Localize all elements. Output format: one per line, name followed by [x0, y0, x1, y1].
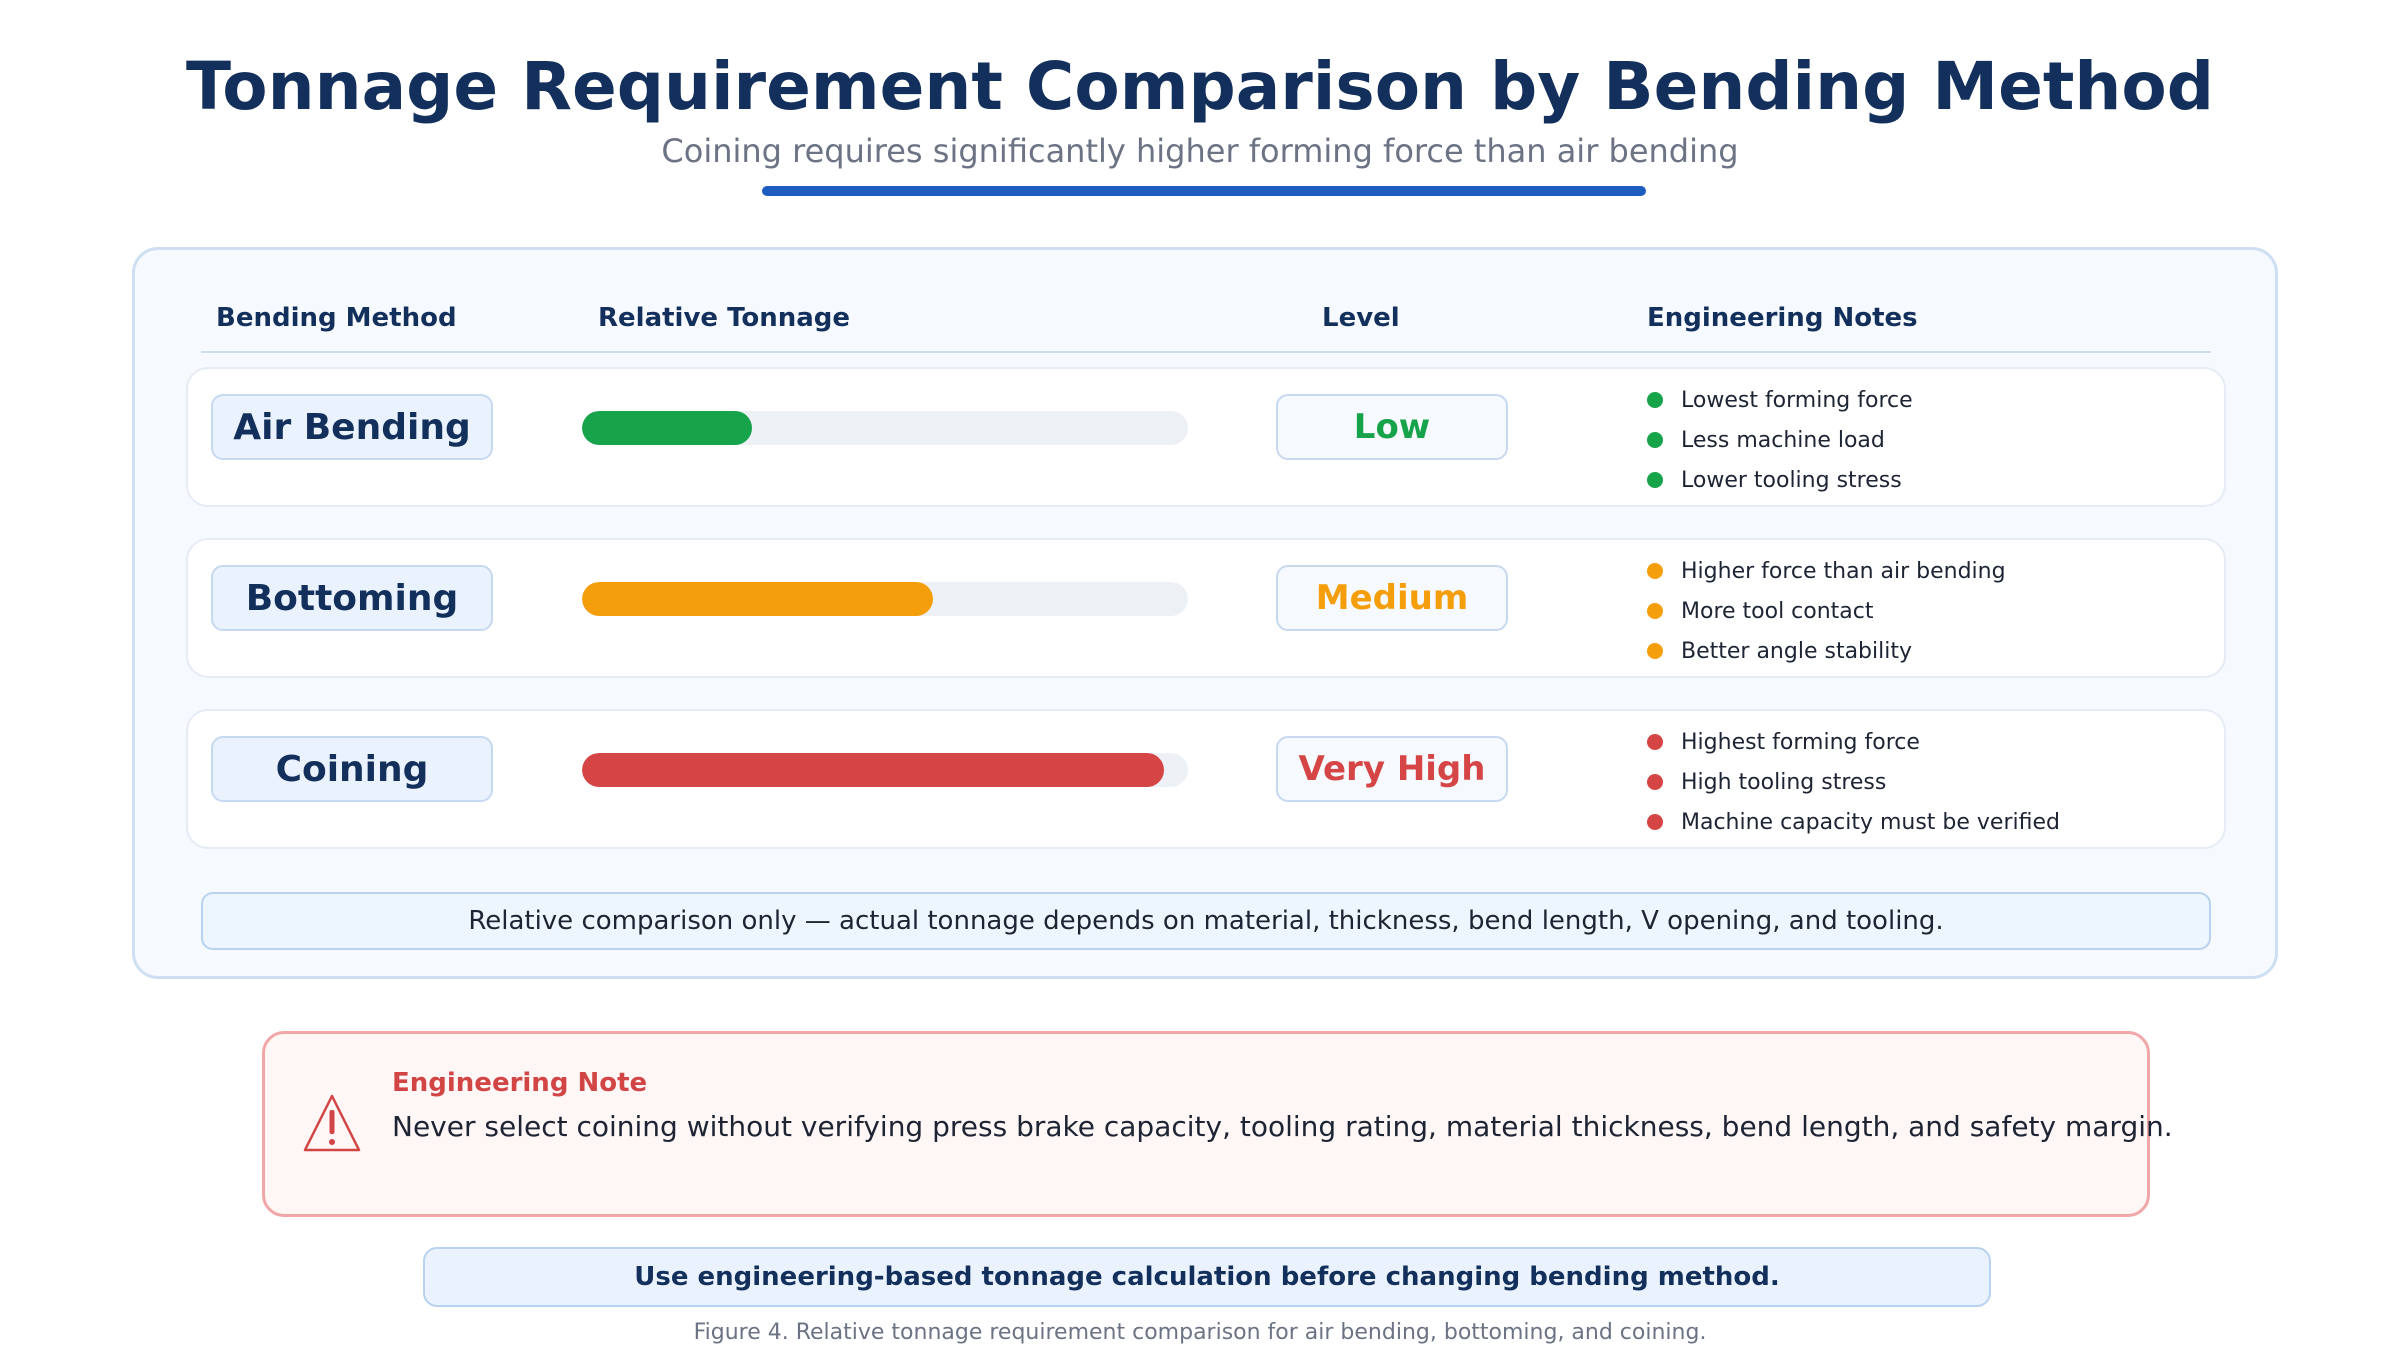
note-text: Machine capacity must be verified — [1681, 809, 2060, 835]
list-item — [1647, 460, 2207, 500]
level-badge: Medium — [1276, 565, 1508, 631]
bullet-dot-icon — [1647, 432, 1663, 448]
title-underline — [762, 186, 1646, 196]
page-title: Tonnage Requirement Comparison by Bending Method — [186, 48, 2214, 125]
list-item — [1647, 722, 2207, 762]
engineering-note-text: Never select coining without verifying press brake capacity, tooling rating, material thickness, bend length, and safety margin. — [392, 1110, 2173, 1143]
bullet-dot-icon — [1647, 603, 1663, 619]
note-text: Lowest forming force — [1681, 387, 1913, 413]
notes-list — [1647, 722, 2207, 842]
bullet-dot-icon — [1647, 472, 1663, 488]
column-header-tonnage: Relative Tonnage — [598, 303, 851, 333]
method-label: Bottoming — [211, 565, 493, 631]
tonnage-bar-track — [582, 582, 1188, 616]
list-item — [1647, 591, 2207, 631]
note-text: Highest forming force — [1681, 729, 1920, 755]
column-header-level: Level — [1322, 303, 1400, 333]
method-label: Coining — [211, 736, 493, 802]
level-badge: Low — [1276, 394, 1508, 460]
page-subtitle: Coining requires significantly higher forming force than air bending — [661, 132, 1739, 170]
note-text: Higher force than air bending — [1681, 558, 2006, 584]
bullet-dot-icon — [1647, 643, 1663, 659]
note-text: Better angle stability — [1681, 638, 1912, 664]
note-text: High tooling stress — [1681, 769, 1887, 795]
figure-caption: Figure 4. Relative tonnage requirement comparison for air bending, bottoming, and coining. — [693, 1320, 1707, 1345]
warning-triangle-icon — [302, 1092, 362, 1154]
column-header-notes: Engineering Notes — [1647, 303, 1918, 333]
level-badge: Very High — [1276, 736, 1508, 802]
notes-list — [1647, 551, 2207, 671]
note-text: Less machine load — [1681, 427, 1885, 453]
bullet-dot-icon — [1647, 814, 1663, 830]
tonnage-bar-fill — [582, 411, 752, 445]
disclaimer-banner: Relative comparison only — actual tonnage depends on material, thickness, bend length, V opening, and tooling. — [201, 892, 2211, 950]
engineering-note-title: Engineering Note — [392, 1068, 648, 1098]
bullet-dot-icon — [1647, 734, 1663, 750]
notes-list — [1647, 380, 2207, 500]
list-item — [1647, 631, 2207, 671]
tonnage-bar-fill — [582, 753, 1164, 787]
list-item — [1647, 551, 2207, 591]
bullet-dot-icon — [1647, 774, 1663, 790]
call-to-action-banner: Use engineering-based tonnage calculation before changing bending method. — [423, 1247, 1991, 1307]
method-label: Air Bending — [211, 394, 493, 460]
header-divider — [201, 351, 2211, 353]
bullet-dot-icon — [1647, 563, 1663, 579]
bullet-dot-icon — [1647, 392, 1663, 408]
tonnage-bar-track — [582, 753, 1188, 787]
list-item — [1647, 802, 2207, 842]
tonnage-bar-track — [582, 411, 1188, 445]
tonnage-bar-fill — [582, 582, 933, 616]
list-item — [1647, 420, 2207, 460]
column-header-method: Bending Method — [216, 303, 457, 333]
list-item — [1647, 380, 2207, 420]
list-item — [1647, 762, 2207, 802]
note-text: Lower tooling stress — [1681, 467, 1902, 493]
note-text: More tool contact — [1681, 598, 1874, 624]
